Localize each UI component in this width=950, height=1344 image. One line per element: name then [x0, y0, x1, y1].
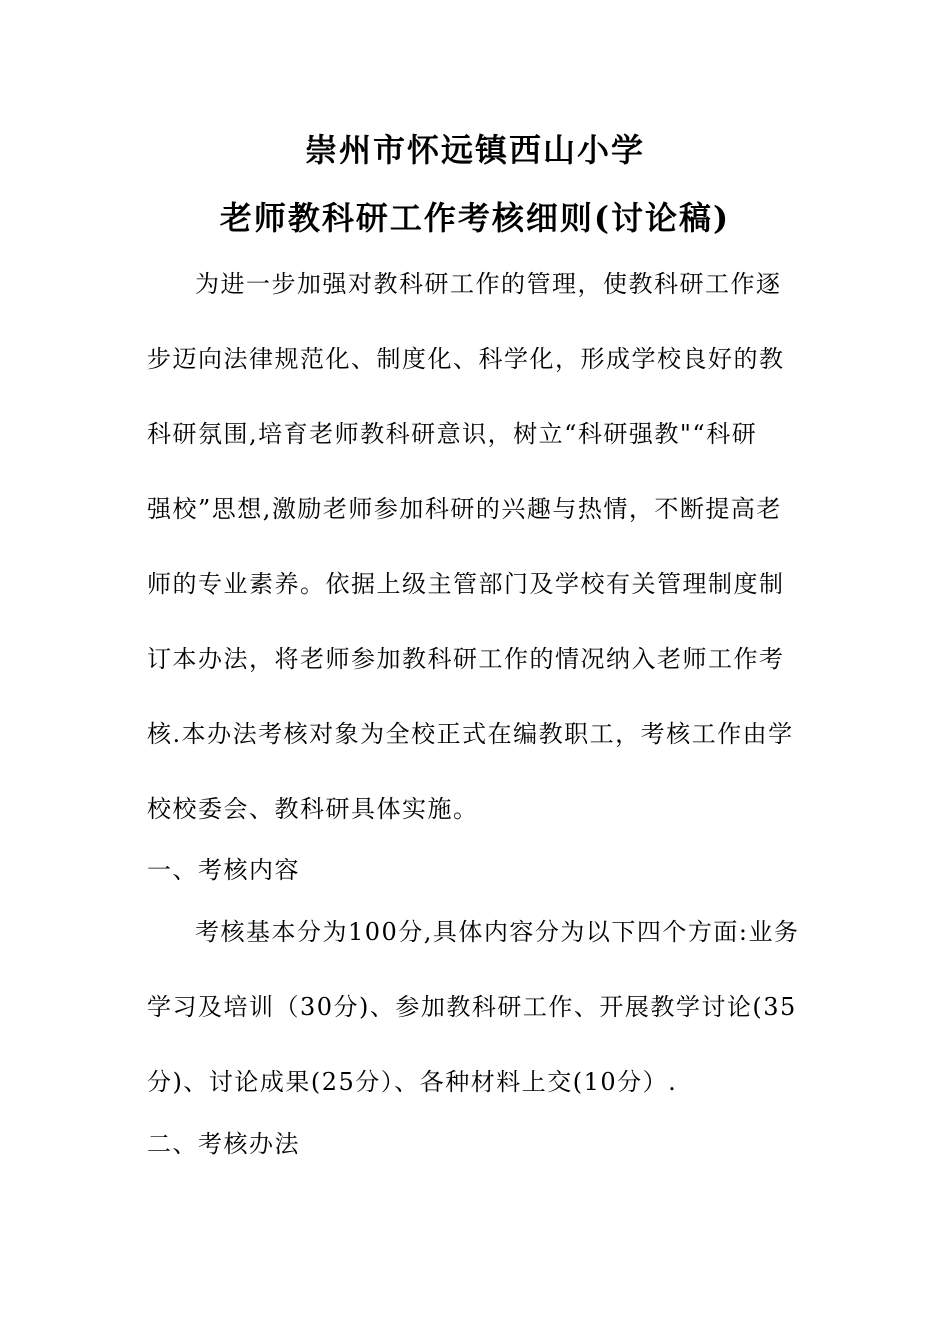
section-heading-content: 一、考核内容: [147, 856, 300, 884]
paragraph-line: 步迈向法律规范化、制度化、科学化，形成学校良好的教: [147, 345, 785, 373]
document-title-school: 崇州市怀远镇西山小学: [304, 131, 645, 169]
paragraph-line: 师的专业素养。依据上级主管部门及学校有关管理制度制: [147, 570, 785, 598]
paragraph-line: 学习及培训（30分)、参加教科研工作、开展教学讨论(35: [147, 993, 797, 1021]
paragraph-line: 科研氛围,培育老师教科研意识，树立“科研强教"“科研: [147, 420, 758, 448]
paragraph-line: 校校委会、教科研具体实施。: [147, 795, 479, 823]
paragraph-line: 分)、讨论成果(25分）、各种材料上交(10分）.: [147, 1068, 678, 1096]
paragraph-line: 强校”思想,激励老师参加科研的兴趣与热情，不断提高老: [147, 495, 782, 523]
document-title-rules: 老师教科研工作考核细则(讨论稿): [219, 199, 731, 237]
paragraph-line: 考核基本分为100分,具体内容分为以下四个方面:业务: [195, 918, 800, 946]
paragraph-line: 订本办法，将老师参加教科研工作的情况纳入老师工作考: [147, 645, 785, 673]
section-heading-method: 二、考核办法: [147, 1130, 300, 1158]
paragraph-line: 核.本办法考核对象为全校正式在编教职工，考核工作由学: [147, 720, 794, 748]
paragraph-line: 为进一步加强对教科研工作的管理，使教科研工作逐: [195, 270, 782, 298]
